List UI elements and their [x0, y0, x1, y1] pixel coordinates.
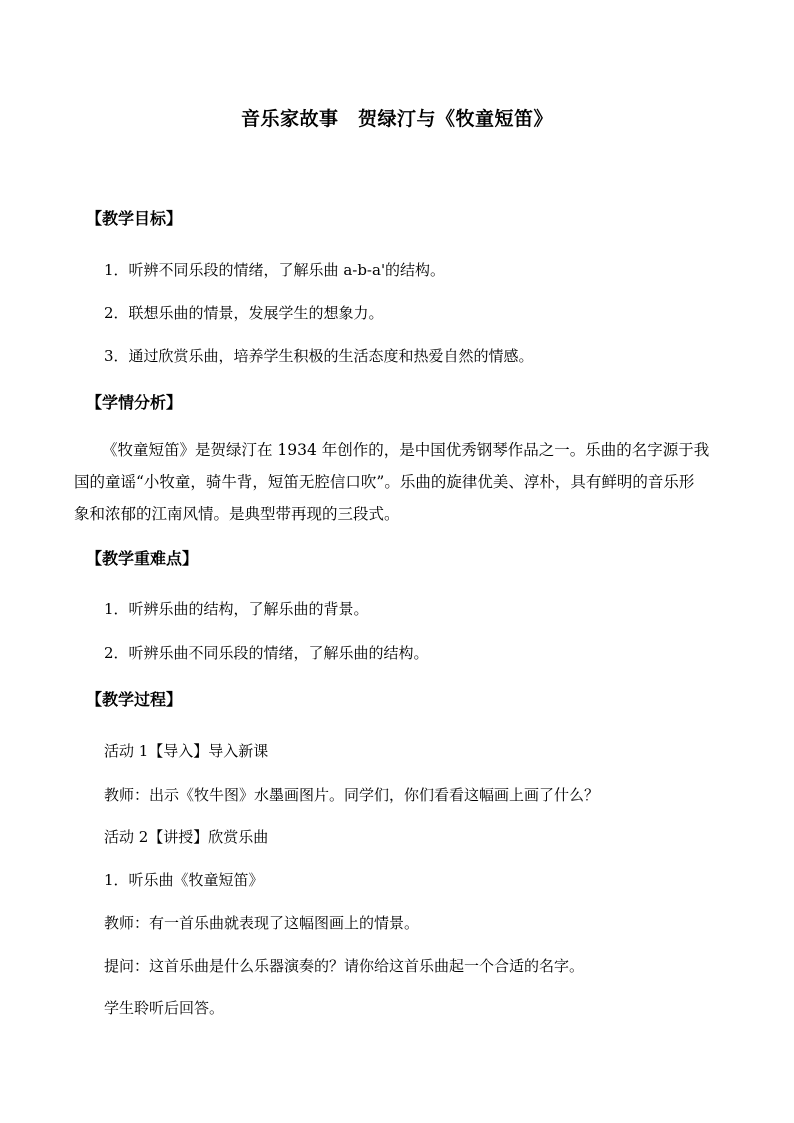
- goal-item-3: 3．通过欣赏乐曲，培养学生积极的生活态度和热爱自然的情感。: [104, 347, 534, 365]
- goal-item-2: 2．联想乐曲的情景，发展学生的想象力。: [104, 304, 384, 322]
- section-heading-analysis: 【学情分析】: [86, 393, 183, 412]
- section-heading-goals: 【教学目标】: [86, 209, 183, 228]
- analysis-line-1: 《牧童短笛》是贺绿汀在 1934 年创作的，是中国优秀钢琴作品之一。乐曲的名字源于我: [102, 441, 710, 459]
- analysis-line-2: 国的童谣“小牧童，骑牛背，短笛无腔信口吹”。乐曲的旋律优美、淳朴，具有鲜明的音乐形: [74, 473, 695, 491]
- process-line-4: 1．听乐曲《牧童短笛》: [104, 871, 264, 889]
- analysis-line-3: 象和浓郁的江南风情。是典型带再现的三段式。: [74, 505, 400, 523]
- analysis-paragraph: [74, 434, 722, 530]
- key-point-item-1: 1．听辨乐曲的结构，了解乐曲的背景。: [104, 600, 369, 618]
- process-line-1: 活动 1【导入】导入新课: [104, 742, 269, 760]
- process-line-5: 教师：有一首乐曲就表现了这幅图画上的情景。: [104, 914, 420, 932]
- process-line-6: 提问：这首乐曲是什么乐器演奏的？请你给这首乐曲起一个合适的名字。: [104, 957, 585, 975]
- process-line-7: 学生聆听后回答。: [104, 999, 225, 1017]
- document-title: 音乐家故事 贺绿汀与《牧童短笛》: [240, 108, 553, 130]
- goal-item-1: 1．听辨不同乐段的情绪，了解乐曲 a-b-a'的结构。: [104, 261, 446, 279]
- section-heading-process: 【教学过程】: [86, 690, 183, 709]
- process-line-3: 活动 2【讲授】欣赏乐曲: [104, 828, 269, 846]
- section-heading-key-points: 【教学重难点】: [86, 549, 199, 568]
- key-point-item-2: 2．听辨乐曲不同乐段的情绪，了解乐曲的结构。: [104, 644, 429, 662]
- process-line-2: 教师：出示《牧牛图》水墨画图片。同学们，你们看看这幅画上画了什么？: [104, 786, 600, 804]
